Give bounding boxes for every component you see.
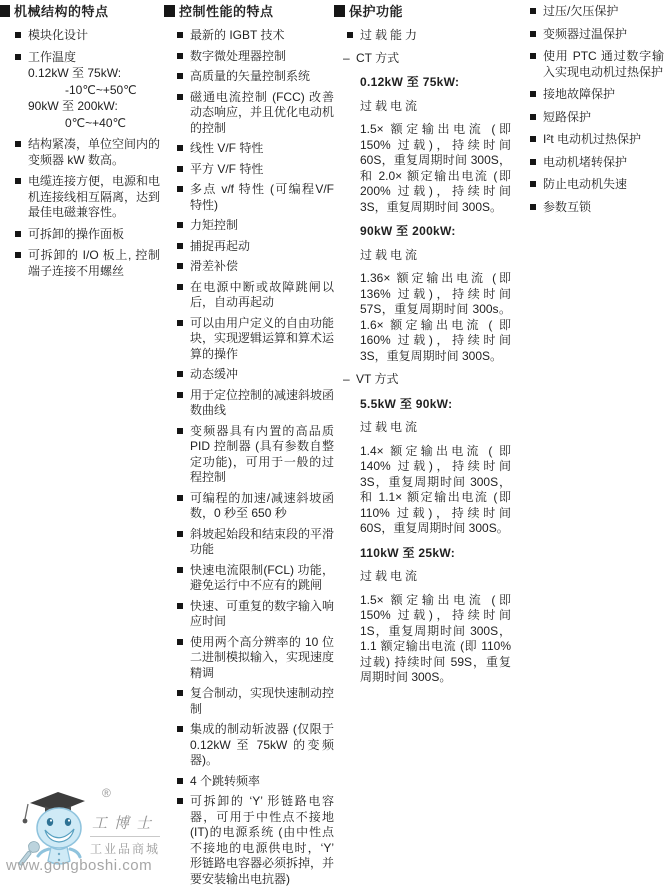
- bullet-square-icon: [15, 231, 21, 237]
- list-item: [177, 599, 334, 630]
- list-item: [530, 200, 664, 216]
- list-item: [15, 137, 160, 168]
- item-text: 接地故障保护: [543, 87, 616, 101]
- item-text: 过压/欠压保护: [543, 4, 619, 18]
- bullet-square-icon: [177, 320, 183, 326]
- brand-subtitle: 工业品商城: [90, 836, 160, 857]
- sub-line: 90kW 至 200kW:: [28, 99, 118, 113]
- list-item: [177, 794, 334, 887]
- list-item: [177, 686, 334, 717]
- bullet-square-icon: [177, 639, 183, 645]
- bullet-square-icon: [15, 178, 21, 184]
- list-item: [177, 424, 334, 486]
- bullet-square-icon: [177, 243, 183, 249]
- list-item: [177, 280, 334, 311]
- list-item: [530, 110, 664, 126]
- list-item: [15, 174, 160, 221]
- sub-line: -10℃~+50℃: [65, 82, 137, 97]
- item-text: 最新的 IGBT 技术: [190, 28, 285, 42]
- item-text: 过载电流: [360, 247, 421, 262]
- bullet-square-icon: [177, 73, 183, 79]
- item-text: 1.4× 额定输出电流 ( 即 140% 过载)，持续时间 3S，重复周期时间 300S，和 1.1× 额定输出电流 (即 110% 过载)，持续时间 60S，重复周期时间 300S。: [360, 443, 511, 535]
- column-header-label: 机械结构的特点: [14, 4, 109, 19]
- item-text: CT 方式: [356, 50, 400, 65]
- list-item: [177, 259, 334, 275]
- column-header-label: 保护功能: [349, 4, 404, 19]
- list-item: [530, 132, 664, 148]
- item-text: 集成的制动斩波器 (仅限于 0.12kW 至 75kW 的变频器)。: [190, 722, 334, 767]
- bullet-square-icon: [530, 136, 536, 142]
- bullet-square-icon: [177, 567, 183, 573]
- item-text: 4 个跳转频率: [190, 773, 261, 788]
- text-line: [360, 248, 511, 264]
- bullet-square-icon: [177, 603, 183, 609]
- item-text: 电动机堵转保护: [543, 154, 628, 169]
- bullet-square-icon: [177, 32, 183, 38]
- item-text: 1.5× 额定输出电流 (即 150% 过载)，持续时间 60S，重复周期时间 300S，和 2.0× 额定输出电流 (即 200% 过载)，持续时间 3S，重复周期时间 300S。: [360, 122, 511, 214]
- list-item: [177, 49, 334, 65]
- list-item: [177, 28, 334, 44]
- header-square-icon: [164, 5, 175, 17]
- item-text: 力矩控制: [190, 218, 239, 232]
- item-text: 过载电流: [360, 569, 421, 583]
- item-text: 参数互锁: [543, 199, 592, 214]
- bullet-square-icon: [177, 284, 183, 290]
- website-url: www.gongboshi.com: [6, 857, 153, 874]
- bullet-square-icon: [530, 181, 536, 187]
- item-text: 工作温度: [28, 49, 77, 64]
- bullet-square-icon: [177, 166, 183, 172]
- bullet-square-icon: [177, 428, 183, 434]
- list-item: [177, 141, 334, 157]
- list-item: [177, 162, 334, 178]
- dash-item: [343, 51, 511, 67]
- text-line: [360, 271, 511, 364]
- item-text: 平方 V/F 特性: [190, 161, 264, 176]
- list-item: [530, 87, 664, 103]
- item-text: 可以由用户定义的自由功能块，实现逻辑运算和算术运算的操作: [190, 315, 335, 361]
- item-text: 变频器过温保护: [543, 26, 628, 41]
- bullet-square-icon: [177, 263, 183, 269]
- list-item: [177, 563, 334, 594]
- feature-column-3: [334, 4, 511, 694]
- item-text: 模块化设计: [28, 28, 89, 42]
- bullet-square-icon: [15, 32, 21, 38]
- bullet-square-icon: [177, 778, 183, 784]
- item-text: 可拆卸的 I/O 板上, 控制端子连接不用螺丝: [28, 248, 160, 278]
- list-item: [530, 155, 664, 171]
- item-text: 可编程的加速/减速斜坡函数，0 秒至 650 秒: [190, 490, 334, 520]
- item-text: 在电源中断或故障跳闸以后，自动再起动: [190, 279, 334, 309]
- item-text: 高质量的矢量控制系统: [190, 69, 311, 83]
- list-item: [530, 4, 664, 20]
- item-text: 用于定位控制的减速斜坡函数曲线: [190, 387, 335, 417]
- item-text: 可拆卸的操作面板: [28, 226, 125, 241]
- column-header-label: 控制性能的特点: [179, 4, 274, 19]
- list-item: [177, 69, 334, 85]
- item-text: 0.12kW 至 75kW:: [360, 75, 460, 89]
- bullet-square-icon: [177, 531, 183, 537]
- item-text: 过载能力: [360, 28, 421, 42]
- list-item: [177, 367, 334, 383]
- bullet-square-icon: [530, 159, 536, 165]
- bullet-square-icon: [530, 31, 536, 37]
- header-square-icon: [0, 5, 10, 17]
- bullet-square-icon: [15, 54, 21, 60]
- list-item: [177, 316, 334, 363]
- item-text: 1.36× 额定输出电流 (即 136% 过载)，持续时间 57S，重复周期时间 300s。1.6× 额定输出电流 ( 即 160% 过载)，持续时间 3S，重复周期时间 300S。: [360, 271, 511, 363]
- item-text: 斜坡起始段和结束段的平滑功能: [190, 526, 335, 556]
- item-text: 使用 PTC 通过数字输入实现电动机过热保护: [543, 49, 664, 79]
- bullet-square-icon: [530, 204, 536, 210]
- bullet-square-icon: [530, 91, 536, 97]
- bullet-square-icon: [177, 392, 183, 398]
- list-item: [177, 722, 334, 769]
- feature-column-2: [164, 4, 334, 892]
- bullet-square-icon: [177, 690, 183, 696]
- bullet-square-icon: [347, 32, 353, 38]
- item-text: 过载电流: [360, 98, 421, 113]
- list-item: [530, 49, 664, 80]
- text-line: [360, 593, 511, 686]
- power-range-line: [360, 546, 511, 562]
- list-item: [177, 90, 334, 137]
- dash-icon: –: [343, 50, 350, 65]
- brand-name: 工博士: [92, 816, 159, 832]
- bullet-square-icon: [530, 8, 536, 14]
- bullet-square-icon: [177, 371, 183, 377]
- item-text: 过载电流: [360, 420, 421, 434]
- sub-line: 0.12kW 至 75kW:: [28, 66, 122, 80]
- bullet-square-icon: [177, 186, 183, 192]
- item-text: 捕捉再起动: [190, 238, 251, 253]
- list-item: [530, 27, 664, 43]
- list-item: [347, 28, 511, 44]
- list-item: [15, 50, 160, 132]
- bullet-square-icon: [177, 53, 183, 59]
- list-item: [177, 388, 334, 419]
- power-range-line: [360, 224, 511, 240]
- bullet-square-icon: [177, 94, 183, 100]
- item-text: 复合制动，实现快速制动控制: [190, 686, 335, 716]
- item-text: 90kW 至 200kW:: [360, 224, 456, 238]
- list-item: [530, 177, 664, 193]
- feature-column-1: [2, 4, 160, 285]
- bullet-square-icon: [177, 726, 183, 732]
- list-item: [177, 527, 334, 558]
- item-text: 110kW 至 25kW:: [360, 545, 456, 560]
- item-text: 数字微处理器控制: [190, 48, 287, 63]
- item-text: I²t 电动机过热保护: [543, 132, 641, 146]
- item-text: 快速、可重复的数字输入响应时间: [190, 598, 335, 628]
- registered-mark: ®: [102, 786, 111, 800]
- item-text: 快速电流限制(FCL) 功能，避免运行中不应有的跳闸: [190, 562, 334, 592]
- item-text: 结构紧凑，单位空间内的变频器 kW 数高。: [28, 137, 161, 167]
- text-line: [360, 569, 511, 585]
- header-square-icon: [334, 5, 345, 17]
- item-text: 可拆卸的 ‘Y’ 形链路电容器，可用于中性点不接地(IT)的电源系统 (由中性点不接地的电源供电时，‘Y’ 形链路电容器必须拆掉，并要安装输出电抗器): [190, 794, 335, 886]
- bullet-square-icon: [530, 53, 536, 59]
- list-item: [177, 218, 334, 234]
- column-header: [2, 4, 160, 20]
- power-range-line: [360, 75, 511, 91]
- dash-icon: –: [343, 372, 350, 386]
- list-item: [177, 635, 334, 682]
- item-text: 滑差补偿: [190, 259, 239, 273]
- item-text: 防止电动机失速: [543, 177, 628, 191]
- gongboshi-watermark: [6, 786, 166, 876]
- item-text: 电缆连接方便，电源和电机连接线相互隔离，达到最佳电磁兼容性。: [28, 174, 161, 219]
- feature-column-4: [517, 4, 664, 222]
- bullet-square-icon: [15, 141, 21, 147]
- list-item: [177, 182, 334, 213]
- item-text: 线性 V/F 特性: [190, 141, 264, 155]
- bullet-square-icon: [177, 495, 183, 501]
- bullet-square-icon: [177, 222, 183, 228]
- bullet-square-icon: [177, 798, 183, 804]
- text-line: [360, 99, 511, 115]
- text-line: [360, 420, 511, 436]
- bullet-square-icon: [530, 114, 536, 120]
- item-text: 1.5× 额定输出电流 (即 150% 过载)，持续时间 1S，重复周期时间 300S，1.1 额定输出电流 (即 110% 过载) 持续时间 59S，重复周期时间 300S。: [360, 592, 511, 684]
- text-line: [360, 122, 511, 215]
- text-line: [360, 444, 511, 537]
- item-text: 变频器具有内置的高品质 PID 控制器 (具有参数自整定功能)，可用于一般的过程控制: [190, 423, 334, 484]
- bullet-square-icon: [15, 252, 21, 258]
- item-text: VT 方式: [356, 372, 399, 386]
- list-item: [177, 491, 334, 522]
- item-text: 动态缓冲: [190, 367, 239, 381]
- item-text: 多点 v/f 特性 (可编程V/F 特性): [190, 182, 334, 212]
- column-header: [334, 4, 511, 20]
- dash-item: [343, 372, 511, 388]
- item-text: 使用两个高分辨率的 10 位二进制模拟输入，实现速度精调: [190, 634, 335, 680]
- list-item: [177, 239, 334, 255]
- power-range-line: [360, 397, 511, 413]
- item-text: 5.5kW 至 90kW:: [360, 396, 453, 411]
- bullet-square-icon: [177, 145, 183, 151]
- sub-line: 0℃~+40℃: [65, 115, 126, 130]
- list-item: [15, 248, 160, 279]
- column-header: [164, 4, 334, 20]
- list-item: [177, 774, 334, 790]
- item-text: 短路保护: [543, 109, 592, 124]
- list-item: [15, 28, 160, 44]
- list-item: [15, 227, 160, 243]
- item-text: 磁通电流控制 (FCC) 改善动态响应，并且优化电动机的控制: [190, 89, 335, 135]
